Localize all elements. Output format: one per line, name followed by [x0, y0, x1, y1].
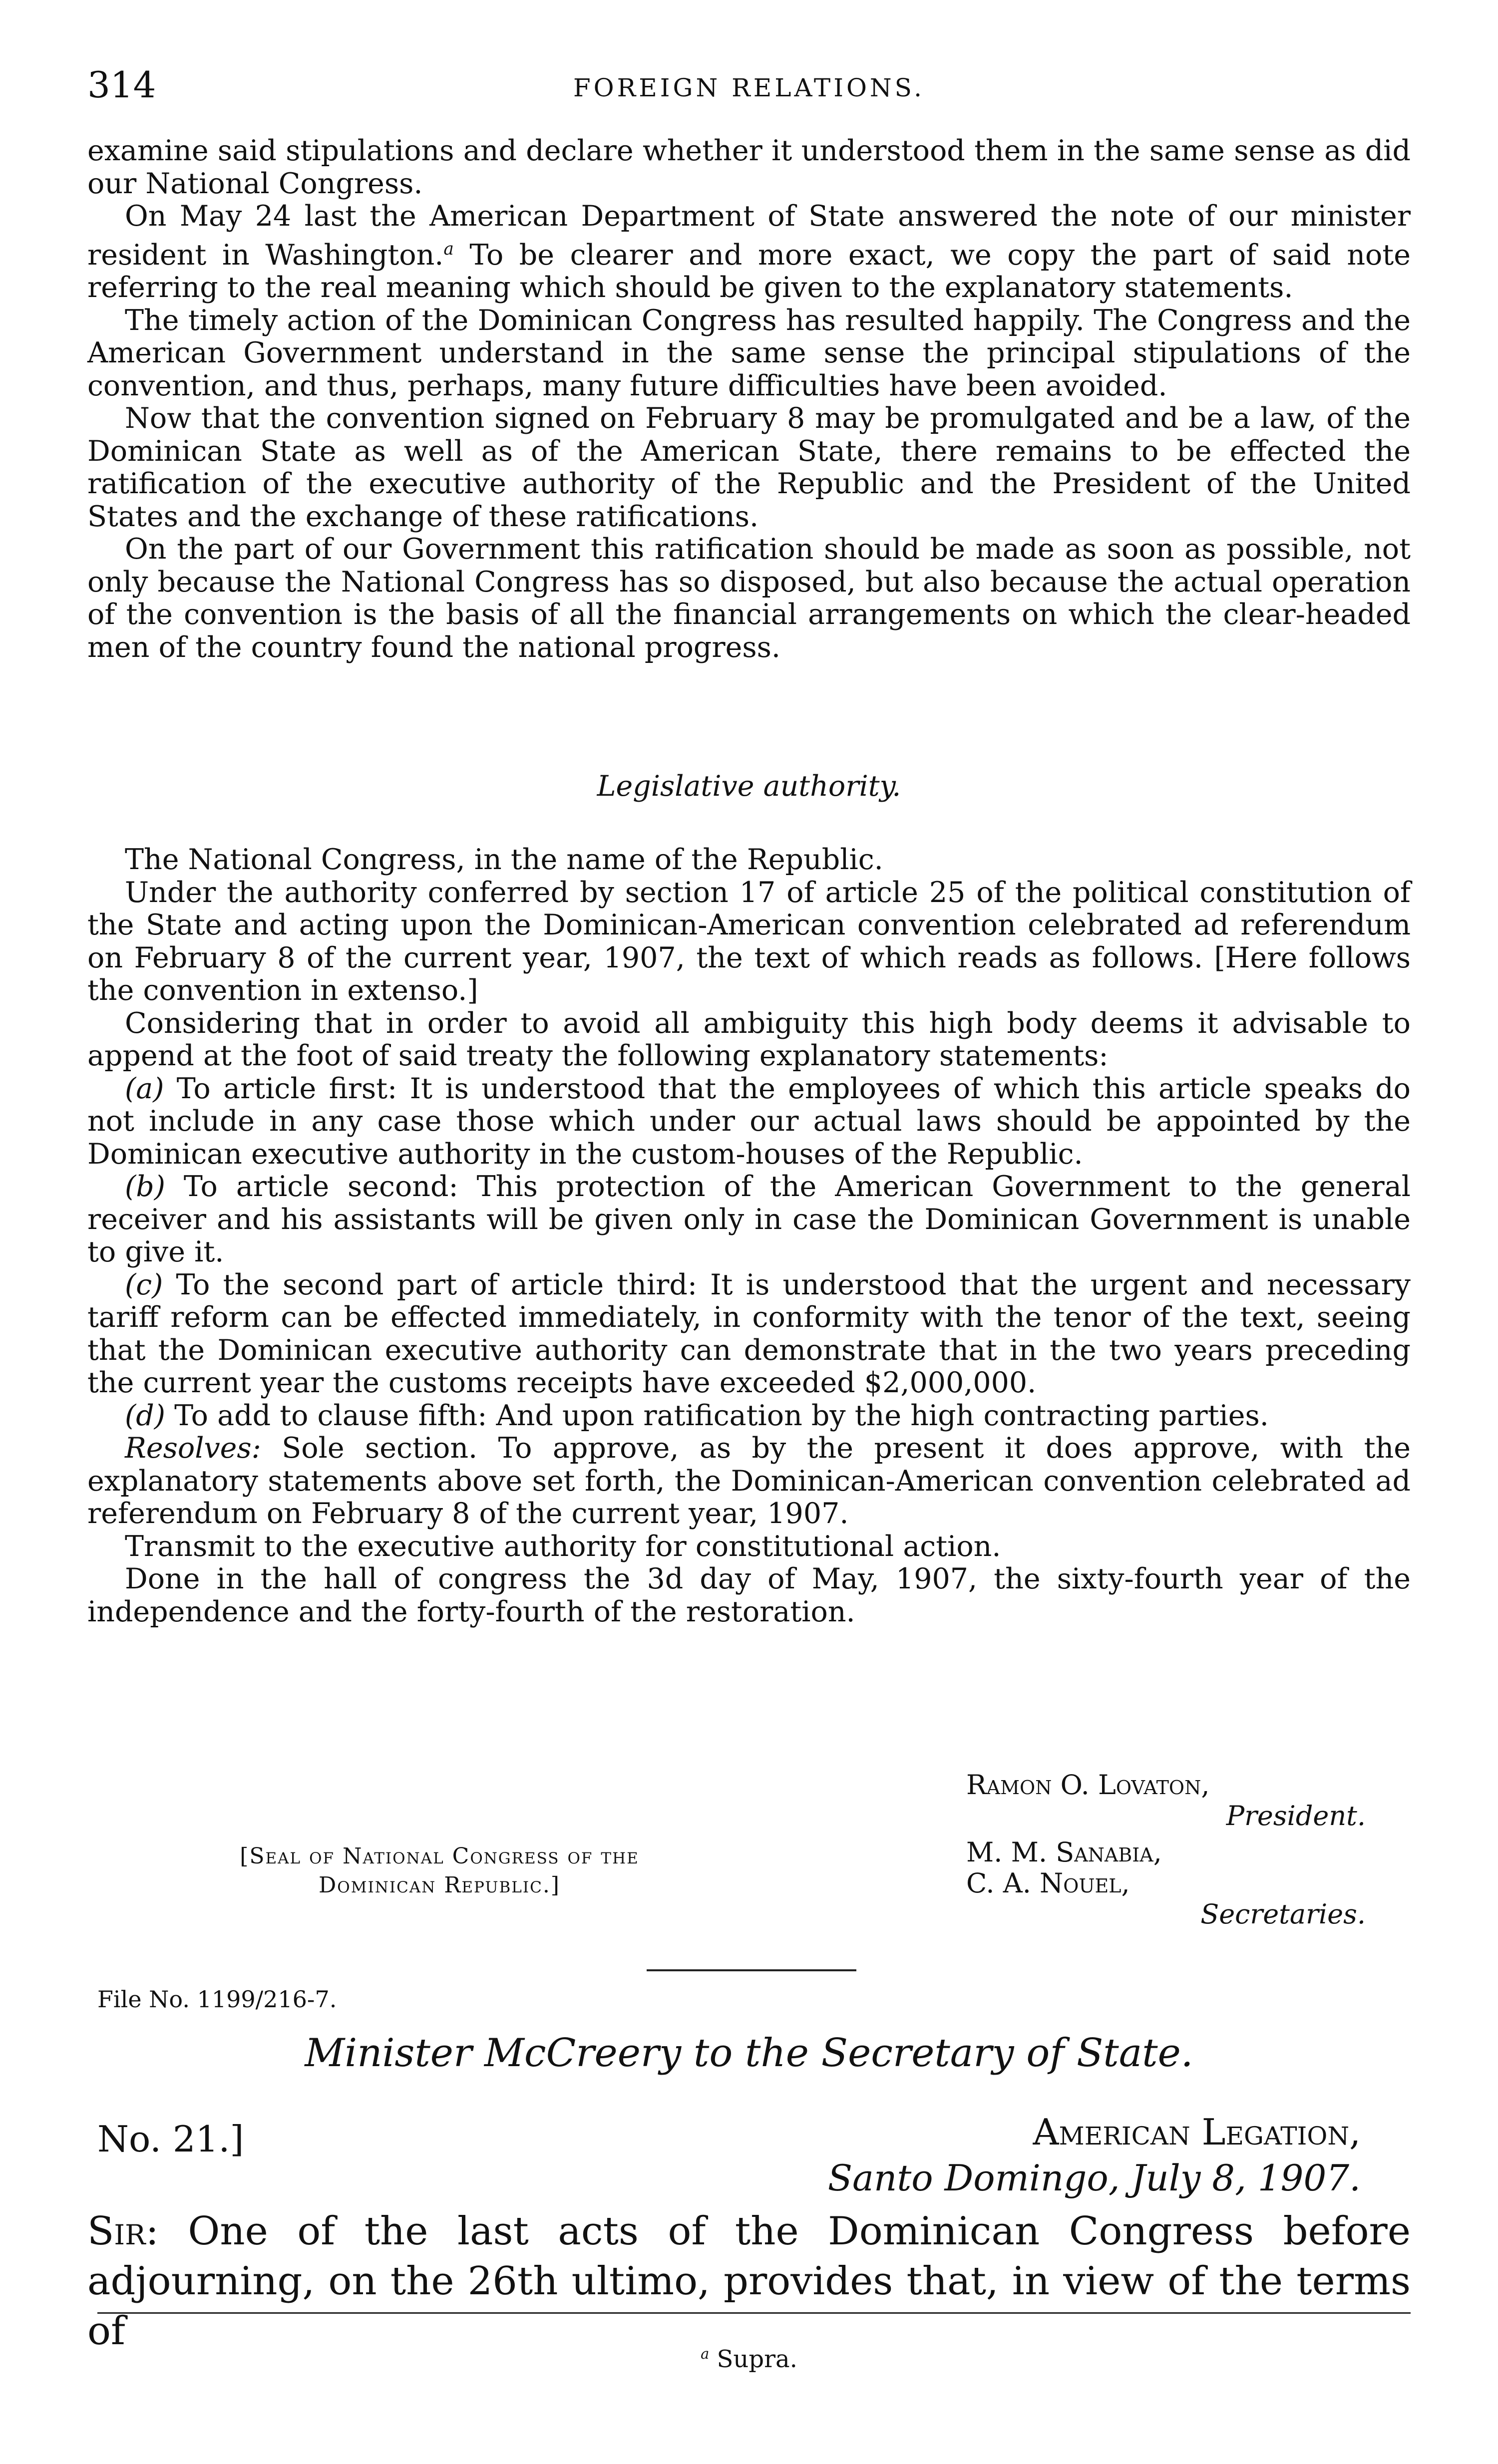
legislative-section	[87, 844, 1411, 1628]
paragraph: Under the authority conferred by section 17 of article 25 of the political constitution of the State and acting upon the Dominican-American convention celebrated ad referendum on February 8 of the current year, 1907, the text of which reads as follows. [Here follows the convention in extenso.]	[87, 876, 1411, 1007]
document-heading: Minister McCreery to the Secretary of State.	[305, 2031, 1193, 2076]
paragraph: On May 24 last the American Department of State answered the note of our minister resident in Washington.$^a$ To be clearer and more exact, we copy the part of said note referring to the real meaning which should be given to the explanatory statements.	[87, 200, 1411, 304]
clause-c: (c) To the second part of article third: It is understood that the urgent and necessary tariff reform can be effected immediately, in conformity with the tenor of the text, seeing that the Dominican executive authority can demonstrate that in the two years preceding the current year the customs receipts have exceeded $2,000,000.	[87, 1268, 1411, 1399]
intro-section	[87, 135, 1411, 664]
salutation: Sir:	[87, 2209, 159, 2254]
secretary-name: C. A. Nouel,	[966, 1867, 1130, 1899]
legation-name: American Legation,	[1033, 2111, 1361, 2153]
section-divider	[647, 1969, 856, 1971]
section-heading: Legislative authority.	[597, 770, 901, 803]
secretaries-title: Secretaries.	[1200, 1898, 1366, 1930]
paragraph: examine said stipulations and declare whether it understood them in the same sense as did our National Congress.	[87, 134, 1411, 200]
footnote-ref: a	[443, 239, 454, 259]
paragraph: Now that the convention signed on February 8 may be promulgated and be a law, of the Dominican State as well as of the American State, there remains to be effected the ratification of the executive authority of the Republic and the President of the United States and the exchange of these ratifications.	[87, 402, 1411, 533]
place-date: Santo Domingo, July 8, 1907.	[827, 2157, 1361, 2199]
page-number: 314	[87, 64, 156, 106]
clause-d: (d) To add to clause fifth: And upon ratification by the high contracting parties.	[125, 1399, 1269, 1432]
president-title: President.	[1226, 1800, 1366, 1832]
secretary-name: M. M. Sanabia,	[966, 1837, 1162, 1868]
letter-opening: Sir: One of the last acts of the Dominican Congress before adjourning, on the 26th ultimo, provides that, in view of the terms of	[87, 2209, 1411, 2354]
dispatch-number: No. 21.]	[97, 2118, 244, 2160]
clause-b: (b) To article second: This protection of the American Government to the general receiver and his assistants will be given only in case the Dominican Government is unable to give it.	[87, 1170, 1411, 1268]
legation-block	[799, 2109, 1361, 2201]
footnote-marker: a	[701, 2345, 710, 2362]
paragraph: Done in the hall of congress the 3d day of May, 1907, the sixty-fourth year of the independence and the forty-fourth of the restoration.	[87, 1562, 1411, 1628]
clause-a: (a) To article first: It is understood that the employees of which this article speaks do not include in any case those which under our actual laws should be appointed by the Dominican executive authority in the custom-houses of the Republic.	[87, 1072, 1411, 1171]
footnote: $^a$ Supra.	[701, 2345, 797, 2373]
resolves: Resolves: Sole section. To approve, as by the present it does approve, with the explanatory statements above set forth, the Dominican-American convention celebrated ad referendum on February 8 of the current year, 1907.	[87, 1432, 1411, 1530]
paragraph: The National Congress, in the name of the Republic.	[125, 843, 883, 876]
paragraph: Considering that in order to avoid all ambiguity this high body deems it advisable to append at the foot of said treaty the following explanatory statements:	[87, 1006, 1411, 1072]
paragraph: Transmit to the executive authority for constitutional action.	[125, 1530, 1001, 1563]
president-signature	[966, 1770, 1366, 1832]
running-head: FOREIGN RELATIONS.	[573, 73, 925, 102]
seal-note: [Seal of National Congress of the Dominican Republic.]	[240, 1844, 639, 1898]
president-name: Ramon O. Lovaton,	[966, 1769, 1210, 1801]
page-header	[87, 60, 1411, 115]
file-number: File No. 1199/216-7.	[97, 1986, 337, 2013]
paragraph: The timely action of the Dominican Congress has resulted happily. The Congress and the American Government understand in the same sense the principal stipulations of the convention, and thus, perhaps, many future difficulties have been avoided.	[87, 304, 1411, 402]
secretaries-signature	[966, 1837, 1366, 1930]
footnote-rule	[97, 2312, 1411, 2314]
paragraph: On the part of our Government this ratification should be made as soon as possible, not only because the National Congress has so disposed, but also because the actual operation of the convention is the basis of all the financial arrangements on which the clear-headed men of the country found the national progress.	[87, 533, 1411, 664]
